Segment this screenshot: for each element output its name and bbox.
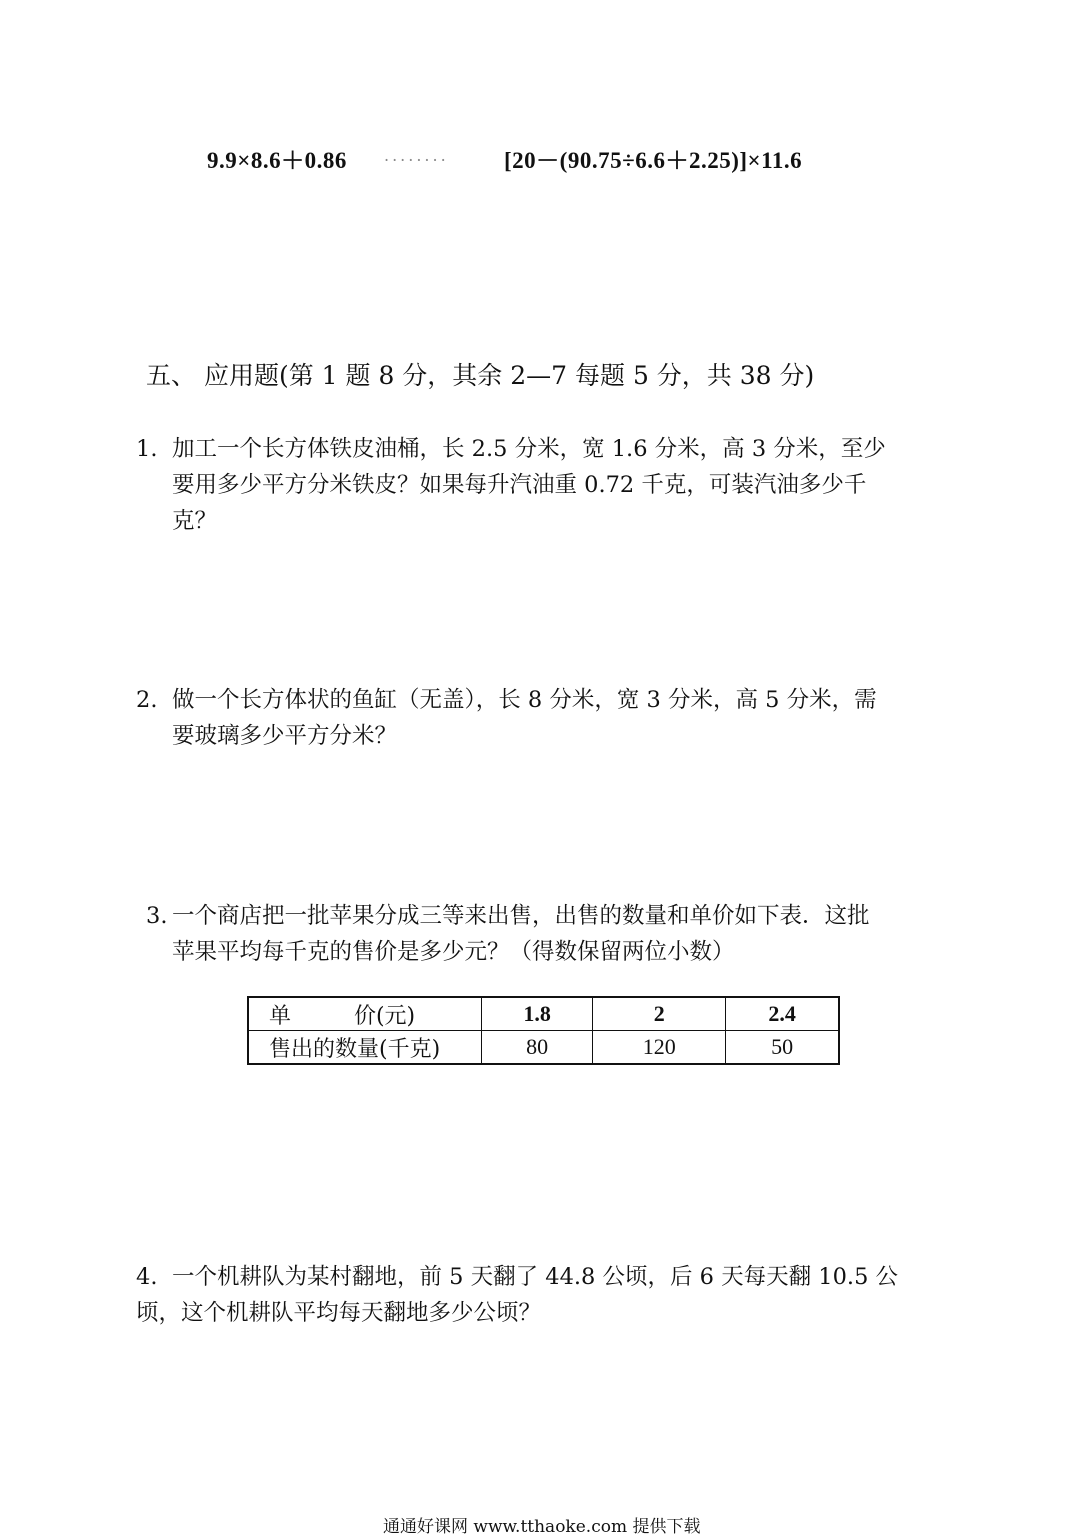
question-number: 4. [136, 1264, 158, 1290]
question-line: 要用多少平方分米铁皮？如果每升汽油重 0.72 千克，可装汽油多少千 [172, 472, 867, 498]
table-row [248, 997, 839, 1031]
footer-credit: 通通好课网 www.tthaoke.com 提供下载 [383, 1517, 701, 1537]
table-cell: 1.8 [482, 997, 593, 1031]
question-line: 要玻璃多少平方分米？ [172, 723, 398, 749]
question-line: 做一个长方体状的鱼缸（无盖），长 8 分米，宽 3 分米，高 5 分米，需 [172, 687, 877, 713]
table-cell: 120 [593, 1031, 726, 1065]
question-line: 顷，这个机耕队平均每天翻地多少公顷？ [136, 1300, 542, 1326]
table-cell: 80 [482, 1031, 593, 1065]
expression-left: 9.9×8.6＋0.86 [207, 148, 347, 173]
table-cell: 2 [593, 997, 726, 1031]
question-line: 苹果平均每千克的售价是多少元？（得数保留两位小数） [172, 939, 735, 965]
question-1 [136, 431, 956, 541]
question-number: 3. [146, 903, 168, 929]
table-row [248, 1031, 839, 1065]
question-number: 2. [136, 687, 158, 713]
expression-dots: ........ [384, 146, 449, 165]
table-cell: 50 [726, 1031, 839, 1065]
question-4 [136, 1259, 966, 1334]
question-3 [146, 898, 966, 973]
section-title: 五、 应用题(第 1 题 8 分，其余 2—7 每题 5 分，共 38 分) [146, 361, 815, 390]
question-2 [136, 682, 956, 757]
table-cell: 单 价(元) [248, 997, 482, 1031]
expression-right: [20－(90.75÷6.6＋2.25)]×11.6 [504, 148, 803, 173]
price-table [247, 996, 840, 1065]
question-line: 加工一个长方体铁皮油桶，长 2.5 分米，宽 1.6 分米，高 3 分米，至少 [172, 436, 886, 462]
question-number: 1. [136, 436, 158, 462]
table-cell: 2.4 [726, 997, 839, 1031]
question-line: 一个商店把一批苹果分成三等来出售，出售的数量和单价如下表．这批 [172, 903, 870, 929]
question-line: 克？ [172, 508, 218, 534]
table-cell: 售出的数量(千克) [248, 1031, 482, 1065]
question-line: 一个机耕队为某村翻地，前 5 天翻了 44.8 公顷，后 6 天每天翻 10.5 公 [172, 1264, 899, 1290]
